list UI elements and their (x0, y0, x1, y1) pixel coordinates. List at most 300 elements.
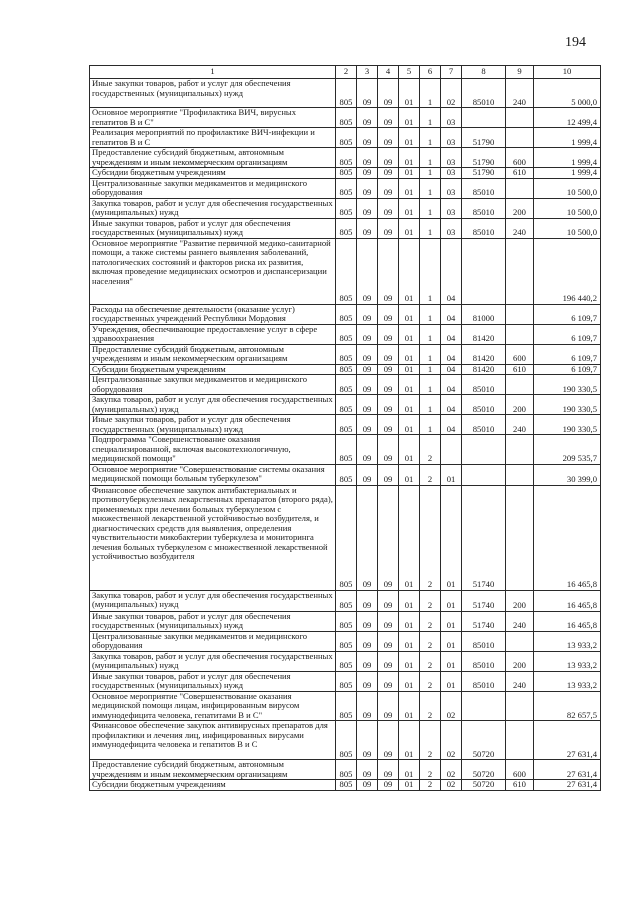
kvsr-code: 805 (336, 780, 357, 791)
direction-code: 81000 (462, 304, 506, 324)
subprogram-code: 2 (420, 464, 441, 485)
table-row (90, 218, 601, 238)
kvsr-code: 805 (336, 304, 357, 324)
kvsr-code: 805 (336, 631, 357, 651)
table-row (90, 148, 601, 168)
section-code: 09 (357, 590, 378, 611)
subprogram-code: 2 (420, 780, 441, 791)
program-code: 01 (399, 415, 420, 435)
section-code: 09 (357, 485, 378, 590)
activity-code: 02 (441, 760, 462, 780)
subsection-code: 09 (378, 218, 399, 238)
program-code: 01 (399, 344, 420, 364)
row-name: Основное мероприятие "Совершенствование системы оказания медицинской помощи больным туберкулезом" (90, 464, 336, 485)
activity-code: 01 (441, 611, 462, 631)
subsection-code: 09 (378, 631, 399, 651)
subprogram-code: 1 (420, 364, 441, 375)
table-row (90, 128, 601, 148)
table-row (90, 238, 601, 304)
subsection-code: 09 (378, 344, 399, 364)
direction-code: 51790 (462, 128, 506, 148)
subprogram-code: 2 (420, 611, 441, 631)
amount: 190 330,5 (534, 375, 601, 395)
program-code: 01 (399, 464, 420, 485)
subprogram-code: 1 (420, 324, 441, 344)
table-row (90, 780, 601, 791)
subsection-code: 09 (378, 79, 399, 108)
subsection-code: 09 (378, 324, 399, 344)
subprogram-code: 2 (420, 721, 441, 760)
program-code: 01 (399, 691, 420, 721)
header-cell: 5 (399, 66, 420, 79)
header-cell: 2 (336, 66, 357, 79)
row-name: Предоставление субсидий бюджетным, автономным учреждениям и иным некоммерческим организациям (90, 760, 336, 780)
program-code: 01 (399, 238, 420, 304)
direction-code (462, 691, 506, 721)
row-name: Иные закупки товаров, работ и услуг для обеспечения государственных (муниципальных) нужд (90, 611, 336, 631)
section-code: 09 (357, 128, 378, 148)
subprogram-code: 1 (420, 218, 441, 238)
direction-code: 51740 (462, 611, 506, 631)
kvsr-code: 805 (336, 108, 357, 128)
expense-type-code (506, 324, 534, 344)
direction-code: 50720 (462, 780, 506, 791)
amount: 13 933,2 (534, 651, 601, 671)
kvsr-code: 805 (336, 395, 357, 415)
section-code: 09 (357, 721, 378, 760)
kvsr-code: 805 (336, 375, 357, 395)
subprogram-code: 2 (420, 760, 441, 780)
program-code: 01 (399, 590, 420, 611)
activity-code: 01 (441, 651, 462, 671)
subprogram-code: 1 (420, 344, 441, 364)
section-code: 09 (357, 364, 378, 375)
subprogram-code: 2 (420, 651, 441, 671)
header-cell: 4 (378, 66, 399, 79)
row-name: Иные закупки товаров, работ и услуг для обеспечения государственных (муниципальных) нужд (90, 79, 336, 108)
expense-type-code: 240 (506, 218, 534, 238)
row-name: Учреждения, обеспечивающие предоставление услуг в сфере здравоохранения (90, 324, 336, 344)
section-code: 09 (357, 691, 378, 721)
table-row (90, 395, 601, 415)
table-row (90, 671, 601, 691)
header-cell: 7 (441, 66, 462, 79)
subsection-code: 09 (378, 691, 399, 721)
row-name: Подпрограмма "Совершенствование оказания специализированной, включая высокотехнологичную, медицинской помощи" (90, 435, 336, 465)
expense-type-code (506, 178, 534, 198)
activity-code: 01 (441, 464, 462, 485)
program-code: 01 (399, 375, 420, 395)
expense-type-code: 200 (506, 198, 534, 218)
kvsr-code: 805 (336, 324, 357, 344)
subprogram-code: 1 (420, 108, 441, 128)
subsection-code: 09 (378, 464, 399, 485)
table-row (90, 178, 601, 198)
direction-code: 51790 (462, 148, 506, 168)
program-code: 01 (399, 631, 420, 651)
amount: 13 933,2 (534, 631, 601, 651)
amount: 16 465,8 (534, 590, 601, 611)
program-code: 01 (399, 79, 420, 108)
expense-type-code: 240 (506, 79, 534, 108)
subprogram-code: 2 (420, 590, 441, 611)
page-number: 194 (565, 35, 586, 50)
table-row (90, 108, 601, 128)
subsection-code: 09 (378, 651, 399, 671)
activity-code: 03 (441, 168, 462, 179)
subprogram-code: 1 (420, 415, 441, 435)
amount: 5 000,0 (534, 79, 601, 108)
kvsr-code: 805 (336, 435, 357, 465)
row-name: Субсидии бюджетным учреждениям (90, 168, 336, 179)
program-code: 01 (399, 168, 420, 179)
direction-code: 85010 (462, 218, 506, 238)
expense-type-code (506, 631, 534, 651)
program-code: 01 (399, 721, 420, 760)
kvsr-code: 805 (336, 691, 357, 721)
subsection-code: 09 (378, 238, 399, 304)
table-row (90, 464, 601, 485)
section-code: 09 (357, 344, 378, 364)
kvsr-code: 805 (336, 590, 357, 611)
program-code: 01 (399, 780, 420, 791)
table-row (90, 364, 601, 375)
amount: 209 535,7 (534, 435, 601, 465)
section-code: 09 (357, 435, 378, 465)
activity-code: 03 (441, 178, 462, 198)
row-name: Централизованные закупки медикаментов и медицинского оборудования (90, 178, 336, 198)
direction-code (462, 464, 506, 485)
kvsr-code: 805 (336, 198, 357, 218)
table-row (90, 631, 601, 651)
direction-code: 51740 (462, 485, 506, 590)
subsection-code: 09 (378, 375, 399, 395)
amount: 6 109,7 (534, 304, 601, 324)
section-code: 09 (357, 108, 378, 128)
row-name: Основное мероприятие "Профилактика ВИЧ, вирусных гепатитов В и С" (90, 108, 336, 128)
subsection-code: 09 (378, 108, 399, 128)
expense-type-code (506, 691, 534, 721)
subsection-code: 09 (378, 721, 399, 760)
expense-type-code (506, 485, 534, 590)
amount: 27 631,4 (534, 780, 601, 791)
header-cell: 8 (462, 66, 506, 79)
expense-type-code: 600 (506, 344, 534, 364)
activity-code: 02 (441, 79, 462, 108)
subprogram-code: 1 (420, 168, 441, 179)
kvsr-code: 805 (336, 218, 357, 238)
header-cell: 6 (420, 66, 441, 79)
section-code: 09 (357, 631, 378, 651)
section-code: 09 (357, 611, 378, 631)
section-code: 09 (357, 148, 378, 168)
kvsr-code: 805 (336, 178, 357, 198)
subsection-code: 09 (378, 304, 399, 324)
direction-code: 85010 (462, 178, 506, 198)
subsection-code: 09 (378, 485, 399, 590)
expense-type-code: 610 (506, 364, 534, 375)
table-row (90, 198, 601, 218)
activity-code: 02 (441, 691, 462, 721)
subprogram-code: 1 (420, 375, 441, 395)
amount: 1 999,4 (534, 128, 601, 148)
expense-type-code: 610 (506, 780, 534, 791)
expense-type-code: 240 (506, 611, 534, 631)
program-code: 01 (399, 148, 420, 168)
activity-code: 04 (441, 324, 462, 344)
subsection-code: 09 (378, 611, 399, 631)
amount: 30 399,0 (534, 464, 601, 485)
activity-code (441, 435, 462, 465)
kvsr-code: 805 (336, 415, 357, 435)
subsection-code: 09 (378, 198, 399, 218)
row-name: Субсидии бюджетным учреждениям (90, 364, 336, 375)
section-code: 09 (357, 671, 378, 691)
program-code: 01 (399, 485, 420, 590)
direction-code (462, 238, 506, 304)
program-code: 01 (399, 178, 420, 198)
section-code: 09 (357, 218, 378, 238)
direction-code: 85010 (462, 395, 506, 415)
direction-code: 51740 (462, 590, 506, 611)
kvsr-code: 805 (336, 651, 357, 671)
activity-code: 04 (441, 238, 462, 304)
row-name: Иные закупки товаров, работ и услуг для обеспечения государственных (муниципальных) нужд (90, 218, 336, 238)
amount: 10 500,0 (534, 198, 601, 218)
header-cell: 9 (506, 66, 534, 79)
row-name: Субсидии бюджетным учреждениям (90, 780, 336, 791)
direction-code: 81420 (462, 324, 506, 344)
row-name: Иные закупки товаров, работ и услуг для обеспечения государственных (муниципальных) нужд (90, 671, 336, 691)
activity-code: 01 (441, 671, 462, 691)
expense-type-code (506, 375, 534, 395)
table-row (90, 651, 601, 671)
row-name: Закупка товаров, работ и услуг для обеспечения государственных (муниципальных) нужд (90, 198, 336, 218)
expense-type-code: 200 (506, 395, 534, 415)
subsection-code: 09 (378, 178, 399, 198)
section-code: 09 (357, 651, 378, 671)
direction-code: 85010 (462, 415, 506, 435)
subprogram-code: 2 (420, 485, 441, 590)
table-row (90, 590, 601, 611)
activity-code: 01 (441, 631, 462, 651)
activity-code: 01 (441, 590, 462, 611)
table-row (90, 168, 601, 179)
subprogram-code: 1 (420, 198, 441, 218)
direction-code: 85010 (462, 79, 506, 108)
kvsr-code: 805 (336, 128, 357, 148)
subprogram-code: 2 (420, 671, 441, 691)
table-row (90, 760, 601, 780)
table-row (90, 79, 601, 108)
table-row (90, 375, 601, 395)
program-code: 01 (399, 651, 420, 671)
section-code: 09 (357, 395, 378, 415)
kvsr-code: 805 (336, 364, 357, 375)
table-row (90, 611, 601, 631)
amount: 13 933,2 (534, 671, 601, 691)
subprogram-code: 1 (420, 148, 441, 168)
table-row (90, 415, 601, 435)
section-code: 09 (357, 760, 378, 780)
kvsr-code: 805 (336, 148, 357, 168)
kvsr-code: 805 (336, 760, 357, 780)
amount: 1 999,4 (534, 168, 601, 179)
program-code: 01 (399, 760, 420, 780)
subprogram-code: 1 (420, 395, 441, 415)
expense-type-code: 610 (506, 168, 534, 179)
table-row (90, 344, 601, 364)
table-row (90, 324, 601, 344)
kvsr-code: 805 (336, 168, 357, 179)
activity-code: 04 (441, 415, 462, 435)
expense-type-code (506, 721, 534, 760)
program-code: 01 (399, 435, 420, 465)
program-code: 01 (399, 324, 420, 344)
direction-code: 81420 (462, 364, 506, 375)
amount: 1 999,4 (534, 148, 601, 168)
section-code: 09 (357, 375, 378, 395)
expense-type-code: 240 (506, 671, 534, 691)
table-row (90, 485, 601, 590)
row-name: Централизованные закупки медикаментов и медицинского оборудования (90, 375, 336, 395)
expense-type-code (506, 435, 534, 465)
header-cell: 3 (357, 66, 378, 79)
subprogram-code: 2 (420, 631, 441, 651)
activity-code: 02 (441, 721, 462, 760)
row-name: Предоставление субсидий бюджетным, автономным учреждениям и иным некоммерческим организациям (90, 344, 336, 364)
program-code: 01 (399, 395, 420, 415)
section-code: 09 (357, 238, 378, 304)
amount: 190 330,5 (534, 415, 601, 435)
expense-type-code: 200 (506, 590, 534, 611)
subsection-code: 09 (378, 671, 399, 691)
amount: 16 465,8 (534, 611, 601, 631)
row-name: Закупка товаров, работ и услуг для обеспечения государственных (муниципальных) нужд (90, 651, 336, 671)
amount: 190 330,5 (534, 395, 601, 415)
amount: 196 440,2 (534, 238, 601, 304)
row-name: Централизованные закупки медикаментов и медицинского оборудования (90, 631, 336, 651)
expense-type-code (506, 108, 534, 128)
subsection-code: 09 (378, 364, 399, 375)
subsection-code: 09 (378, 395, 399, 415)
kvsr-code: 805 (336, 464, 357, 485)
row-name: Расходы на обеспечение деятельности (оказание услуг) государственных учреждений Республики Мордовия (90, 304, 336, 324)
table-row (90, 435, 601, 465)
header-cell: 1 (90, 66, 336, 79)
section-code: 09 (357, 304, 378, 324)
subsection-code: 09 (378, 168, 399, 179)
row-name: Основное мероприятие "Совершенствование оказания медицинской помощи лицам, инфицированным вирусом иммунодефицита человека, гепатитами В и С" (90, 691, 336, 721)
program-code: 01 (399, 364, 420, 375)
expense-type-code: 600 (506, 760, 534, 780)
row-name: Финансовое обеспечение закупок антибактериальных и противотуберкулезных лекарственных препаратов (второго ряда), применяемых при лечении больных туберкулезом с множественной лекарственной устойчивостью возбудителя, и диагностических средств для выявления, определения чувствительности микобактерии туберкулеза и мониторинга лечения больных туберкулезом с множественной лекарственной устойчивостью возбудителя (90, 485, 336, 590)
activity-code: 02 (441, 780, 462, 791)
direction-code: 85010 (462, 651, 506, 671)
subsection-code: 09 (378, 128, 399, 148)
direction-code: 85010 (462, 631, 506, 651)
section-code: 09 (357, 168, 378, 179)
row-name: Основное мероприятие "Развитие первичной медико-санитарной помощи, а также системы раннего выявления заболеваний, патологических состояний и факторов риска их развития, включая проведение медицинских осмотров и диспансеризации населения" (90, 238, 336, 304)
program-code: 01 (399, 128, 420, 148)
direction-code: 85010 (462, 198, 506, 218)
header-row (90, 66, 601, 79)
program-code: 01 (399, 108, 420, 128)
expense-type-code (506, 304, 534, 324)
amount: 27 631,4 (534, 760, 601, 780)
subsection-code: 09 (378, 590, 399, 611)
expense-type-code (506, 128, 534, 148)
table-row (90, 721, 601, 760)
activity-code: 03 (441, 108, 462, 128)
program-code: 01 (399, 218, 420, 238)
row-name: Финансовое обеспечение закупок антивирусных препаратов для профилактики и лечения лиц, инфицированных вирусами иммунодефицита человека и гепатитов В и С (90, 721, 336, 760)
kvsr-code: 805 (336, 238, 357, 304)
section-code: 09 (357, 79, 378, 108)
budget-table (89, 65, 601, 791)
amount: 82 657,5 (534, 691, 601, 721)
section-code: 09 (357, 324, 378, 344)
activity-code: 01 (441, 485, 462, 590)
kvsr-code: 805 (336, 671, 357, 691)
expense-type-code: 600 (506, 148, 534, 168)
row-name: Закупка товаров, работ и услуг для обеспечения государственных (муниципальных) нужд (90, 395, 336, 415)
subprogram-code: 1 (420, 304, 441, 324)
header-cell: 10 (534, 66, 601, 79)
amount: 27 631,4 (534, 721, 601, 760)
activity-code: 04 (441, 344, 462, 364)
row-name: Реализация мероприятий по профилактике ВИЧ-инфекции и гепатитов В и С (90, 128, 336, 148)
section-code: 09 (357, 780, 378, 791)
direction-code: 85010 (462, 375, 506, 395)
amount: 16 465,8 (534, 485, 601, 590)
subsection-code: 09 (378, 415, 399, 435)
subprogram-code: 1 (420, 238, 441, 304)
section-code: 09 (357, 464, 378, 485)
activity-code: 04 (441, 304, 462, 324)
subsection-code: 09 (378, 435, 399, 465)
activity-code: 04 (441, 364, 462, 375)
program-code: 01 (399, 304, 420, 324)
program-code: 01 (399, 671, 420, 691)
subsection-code: 09 (378, 148, 399, 168)
table-row (90, 691, 601, 721)
table-row (90, 304, 601, 324)
section-code: 09 (357, 198, 378, 218)
subprogram-code: 2 (420, 435, 441, 465)
activity-code: 03 (441, 128, 462, 148)
expense-type-code: 240 (506, 415, 534, 435)
program-code: 01 (399, 611, 420, 631)
direction-code: 81420 (462, 344, 506, 364)
row-name: Иные закупки товаров, работ и услуг для обеспечения государственных (муниципальных) нужд (90, 415, 336, 435)
section-code: 09 (357, 178, 378, 198)
kvsr-code: 805 (336, 611, 357, 631)
direction-code: 51790 (462, 168, 506, 179)
kvsr-code: 805 (336, 344, 357, 364)
direction-code: 85010 (462, 671, 506, 691)
expense-type-code (506, 238, 534, 304)
amount: 10 500,0 (534, 178, 601, 198)
amount: 6 109,7 (534, 364, 601, 375)
amount: 6 109,7 (534, 324, 601, 344)
kvsr-code: 805 (336, 721, 357, 760)
subsection-code: 09 (378, 760, 399, 780)
kvsr-code: 805 (336, 485, 357, 590)
row-name: Предоставление субсидий бюджетным, автономным учреждениям и иным некоммерческим организациям (90, 148, 336, 168)
activity-code: 03 (441, 198, 462, 218)
subprogram-code: 1 (420, 178, 441, 198)
